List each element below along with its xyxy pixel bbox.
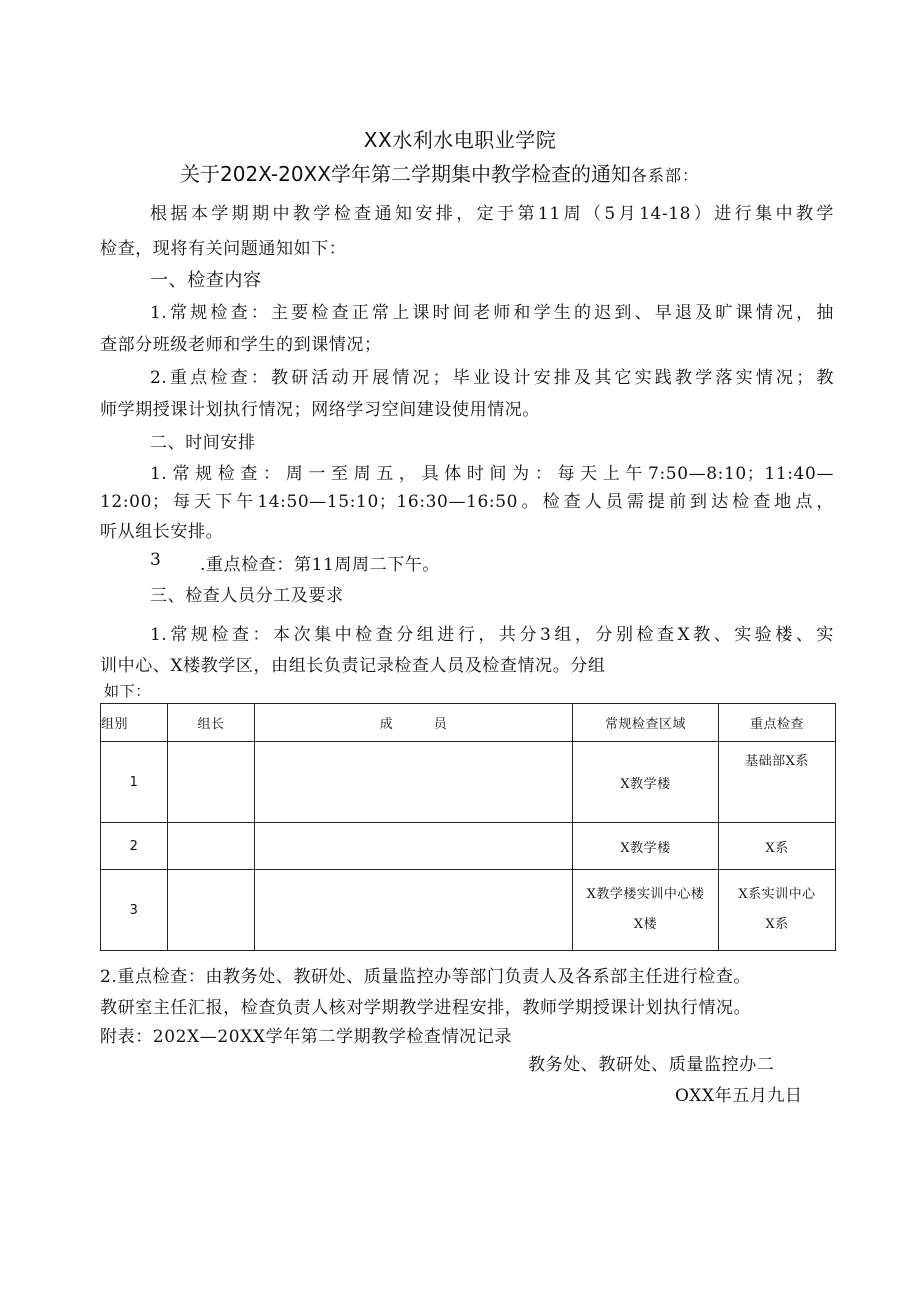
document-title: XX水利水电职业学院 xyxy=(363,128,557,152)
intro-line-2: 检查，现将有关问题通知如下： xyxy=(100,239,347,259)
row3-area xyxy=(573,870,719,951)
header-focus: 重点检查 xyxy=(719,704,836,742)
subtitle-line xyxy=(180,158,699,187)
section1-heading: 一、检查内容 xyxy=(150,270,262,291)
s3-item1-line2: 训中心、X楼教学区，由组长负责记录检查人员及检查情况。分组 xyxy=(100,656,606,676)
s2-item1-line3: 听从组长安排。 xyxy=(100,522,224,542)
row1-members xyxy=(255,742,573,823)
table-row xyxy=(101,742,836,823)
header-group: 组别 xyxy=(101,704,168,742)
row3-focus xyxy=(719,870,836,951)
row3-members xyxy=(255,870,573,951)
s3-item1-line1: 1.常规检查：本次集中检查分组进行，共分3组，分别检查X教、实验楼、实 xyxy=(150,625,834,645)
addressee: 各系部： xyxy=(630,166,699,185)
header-area: 常规检查区域 xyxy=(573,704,719,742)
row3-group: 3 xyxy=(101,870,168,951)
s3-item1-line3: 如下： xyxy=(104,682,151,700)
table-row xyxy=(101,870,836,951)
row2-area: X教学楼 xyxy=(573,823,719,870)
row3-leader xyxy=(168,870,255,951)
row3-area-line1: X教学楼实训中心楼 xyxy=(586,887,705,902)
s2-item2-number: 3 xyxy=(150,550,162,570)
row2-focus: X系 xyxy=(719,823,836,870)
header-members: 成 员 xyxy=(255,704,573,742)
row1-group: 1 xyxy=(101,742,168,823)
row1-leader xyxy=(168,742,255,823)
signature-departments: 教务处、教研处、质量监控办二 xyxy=(528,1055,775,1075)
s1-item2-line2: 师学期授课计划执行情况；网络学习空间建设使用情况。 xyxy=(100,400,540,420)
after-table-line3: 附表：202X—20XX学年第二学期教学检查情况记录 xyxy=(100,1027,512,1047)
after-table-line1: 2.重点检查：由教务处、教研处、质量监控办等部门负责人及各系部主任进行检查。 xyxy=(100,967,752,987)
s2-item1-line2: 12:00；每天下午14:50—15:10；16:30—16:50。检查人员需提前到达检查地点， xyxy=(100,492,834,512)
s2-item2-text: .重点检查：第11周周二下午。 xyxy=(200,555,441,575)
table-row xyxy=(101,823,836,870)
section2-heading: 二、时间安排 xyxy=(150,433,256,453)
document-subtitle: 关于202X-20XX学年第二学期集中教学检查的通知 xyxy=(180,162,631,186)
row2-group: 2 xyxy=(101,823,168,870)
row3-focus-line2: X系 xyxy=(765,917,789,932)
intro-line-1: 根据本学期期中教学检查通知安排，定于第11周（5月14-18）进行集中教学 xyxy=(150,204,834,224)
s2-item1-line1: 1.常规检查：周一至周五，具体时间为：每天上午7:50—8:10；11:40— xyxy=(150,464,834,484)
row3-area-line2: X楼 xyxy=(633,917,658,932)
header-leader: 组长 xyxy=(168,704,255,742)
row3-focus-line1: X系实训中心 xyxy=(738,887,816,902)
row2-members xyxy=(255,823,573,870)
row1-focus: 基础部X系 xyxy=(719,742,836,823)
section3-heading: 三、检查人员分工及要求 xyxy=(150,586,344,606)
s1-item1-line1: 1.常规检查：主要检查正常上课时间老师和学生的迟到、早退及旷课情况，抽 xyxy=(150,303,834,323)
s1-item1-line2: 查部分班级老师和学生的到课情况； xyxy=(100,335,382,355)
row1-area: X教学楼 xyxy=(573,742,719,823)
inspection-table xyxy=(100,703,836,951)
signature-date: OXX年五月九日 xyxy=(675,1086,803,1106)
after-table-line2: 教研室主任汇报，检查负责人核对学期教学进程安排，教师学期授课计划执行情况。 xyxy=(100,998,752,1018)
row2-leader xyxy=(168,823,255,870)
s1-item2-line1: 2.重点检查：教研活动开展情况；毕业设计安排及其它实践教学落实情况；教 xyxy=(150,368,834,388)
table-header-row xyxy=(101,704,836,742)
